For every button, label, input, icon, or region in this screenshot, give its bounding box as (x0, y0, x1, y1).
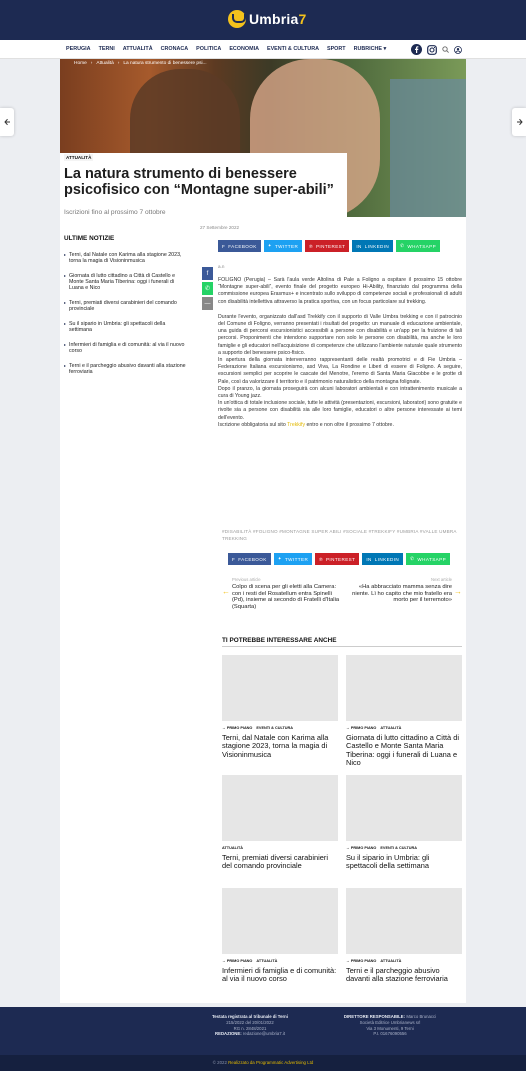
facebook-icon: f (206, 270, 209, 277)
share-facebook-button[interactable]: F FACEBOOK (228, 553, 271, 565)
facebook-icon: F (222, 243, 226, 249)
arrow-right-icon: → (454, 587, 462, 596)
floating-whatsapp-button[interactable] (202, 282, 213, 295)
floating-facebook-button[interactable] (202, 267, 213, 280)
related-thumbnail (222, 655, 338, 721)
category-tag[interactable]: ATTUALITÀ (66, 155, 92, 160)
linkedin-icon: IN (356, 243, 362, 249)
latest-news-sidebar (64, 235, 188, 384)
share-whatsapp-button[interactable]: ✆ WHATSAPP (396, 240, 440, 252)
article-paragraph: In un'ottica di totale inclusione sociale, tutte le attività (presentazioni, escursioni, laboratori) sono gratuite e rivolte sia a persone con disabilità sia alle loro famiglie, educatori o altre persone interessate ai temi dell'evento. (218, 400, 462, 421)
share-linkedin-button[interactable]: IN LINKEDIN (352, 240, 393, 252)
bullet-icon: ▸ (64, 363, 67, 368)
chevron-down-icon: ▾ (383, 46, 387, 52)
related-section-title: TI POTREBBE INTERESSARE ANCHE (222, 637, 337, 644)
logo-text: Umbria (249, 11, 299, 27)
floating-more-button[interactable] (202, 297, 213, 310)
linkedin-icon: IN (366, 556, 372, 562)
related-article[interactable]: → PRIMO PIANO ATTUALITÀ Terni e il parcheggio abusivo davanti alla stazione ferroviaria (346, 888, 462, 984)
article-paragraph: Durante l'evento, organizzato dall'asd Trekkify con il supporto di Valle Umbra trekking e con il patrocinio del Comune di Foligno, verranno presentati i risultati del progetto: un manuale di educazione ambientale, una guida di percorsi escursionistici accessibili a persone con disabilità e un'app per la fruizione di tali percorsi. Proponimenti che intendono supportare non solo le persone con disabilità, ma anche le loro famiglie e gli educatori nell'acquisizione di competenze che utilizzano l'ambiente naturale quale strumento a supporto del benessere psico-fisico. (218, 313, 462, 356)
copyright-bar: © 2022 Realizzato da Programmatic Advertising Ltd (0, 1055, 526, 1071)
sidebar-news-item[interactable]: ▸ Giornata di lutto cittadino a Città di Castello e Monte Santa Maria Tiberina: oggi i funerali di Luana e Nico (64, 273, 176, 291)
instagram-icon[interactable] (427, 45, 437, 55)
related-thumbnail (222, 888, 338, 954)
bullet-icon: ▸ (64, 342, 67, 347)
related-article[interactable]: → PRIMO PIANO EVENTI & CULTURA Su il sipario in Umbria: gli spettacoli della settimana (346, 775, 462, 871)
developer-link[interactable]: Realizzato da Programmatic Advertising Ltd (228, 1060, 314, 1065)
nav-item-perugia[interactable]: PERUGIA (66, 46, 91, 52)
post-navigation (222, 577, 462, 627)
share-pinterest-button[interactable]: ℗ PINTEREST (315, 553, 359, 565)
twitter-icon: ✦ (267, 243, 272, 248)
bullet-icon: ▸ (64, 252, 67, 257)
article-author[interactable]: a.n (218, 264, 225, 269)
divider (222, 646, 462, 647)
share-row-bottom (228, 553, 450, 565)
whatsapp-icon: ✆ (400, 243, 405, 248)
share-facebook-button[interactable]: F FACEBOOK (218, 240, 261, 252)
sidebar-news-item[interactable]: ▸ Su il sipario in Umbria: gli spettacoli della settimana (64, 321, 166, 333)
article-card (60, 59, 466, 1003)
chevron-right-icon (516, 118, 523, 126)
arrow-left-icon: ← (222, 587, 230, 596)
nav-item-sport[interactable]: SPORT (326, 46, 346, 52)
logo-mark-icon (228, 10, 246, 28)
more-icon: ― (204, 300, 211, 307)
redazione-email-link[interactable]: redazione@umbria7.it (242, 1031, 286, 1037)
bullet-icon: ▸ (64, 300, 67, 305)
user-icon[interactable] (454, 46, 462, 54)
main-nav (0, 40, 526, 59)
floating-share-bar (202, 267, 213, 310)
related-article[interactable]: → PRIMO PIANO ATTUALITÀ Giornata di lutto cittadino a Città di Castello e Monte Santa Maria Tiberina: oggi i funerali di Luana e Nico (346, 655, 462, 768)
trekkify-link[interactable]: Trekkify (287, 421, 306, 428)
bullet-icon: ▸ (64, 321, 67, 326)
related-article[interactable]: → PRIMO PIANO ATTUALITÀ Infermieri di famiglia e di comunità: al via il nuovo corso (222, 888, 338, 984)
nav-item-cronaca[interactable]: CRONACA (160, 46, 189, 52)
article-paragraph: In apertura della giornata interverranno rappresentanti delle realtà promotrici e di Fie Umbria – Federazione Italiana escursionismo, asd Viva, La Rondine e Liberi di essere di Foligno. A seguire, escursioni semplici per scoprire le cascate del Menotre, l'eremo di Santa Maria Giacobbe e le grotte di Pale, così da valorizzare il territorio e il patrimonio naturalistico della montagna folignate. (218, 357, 462, 385)
related-thumbnail (346, 655, 462, 721)
twitter-icon: ✦ (277, 556, 282, 561)
nav-item-rubriche[interactable]: RUBRICHE ▾ (353, 46, 387, 52)
sidebar-news-item[interactable]: ▸ Terni, dal Natale con Karima alla stagione 2023, torna la magia di Visioninmusica (64, 252, 182, 264)
article-subtitle: Iscrizioni fino al prossimo 7 ottobre (64, 209, 166, 216)
article-paragraph: FOLIGNO (Perugia) – Sarà l'aula verde Altolina di Pale a Foligno a ospitare il prossimo 15 ottobre “Montagne super-abili”, evento finale del progetto europeo Hi-Ability, finanziato dal programma della commissione europea Erasmus+ e incentrato sullo sviluppo di competenze sociali e professionali di adulti con disabilità intellettiva attraverso la pratica sportiva, con un focus particolare sul trekking. (218, 277, 462, 305)
share-whatsapp-button[interactable]: ✆ WHATSAPP (406, 553, 450, 565)
share-linkedin-button[interactable]: IN LINKEDIN (362, 553, 403, 565)
sidebar-news-item[interactable]: ▸ Infermieri di famiglia e di comunità: al via il nuovo corso (64, 342, 185, 354)
site-header (0, 0, 526, 40)
breadcrumb-category[interactable]: Attualità (96, 61, 114, 66)
footer-legal: Testata registrata al tribunale di Terni 215/2022 del 20/01/2022 RG n. 2848/2021 REDAZIONE: redazione@umbria7.it (211, 1014, 288, 1037)
nav-item-politica[interactable]: POLITICA (196, 46, 222, 52)
related-thumbnail (222, 775, 338, 841)
pinterest-icon: ℗ (309, 243, 313, 249)
article-body (218, 277, 462, 429)
nav-items (66, 46, 386, 52)
search-icon[interactable] (442, 46, 449, 53)
share-pinterest-button[interactable]: ℗ PINTEREST (305, 240, 349, 252)
article-paragraph-last: Iscrizione obbligatoria sul sito Trekkify entro e non oltre il prossimo 7 ottobre. (218, 421, 394, 428)
nav-item-terni[interactable]: TERNI (98, 46, 115, 52)
related-article[interactable]: → PRIMO PIANO EVENTI & CULTURA Terni, dal Natale con Karima alla stagione 2023, torna la magia di Visioninmusica (222, 655, 338, 759)
breadcrumb: Home › Attualità › La natura strumento di benessere psi... (74, 61, 207, 66)
article-paragraph: Dopo il pranzo, la giornata proseguirà con alcuni laboratori ambientali e con intrattenimento musicale a cura di Young jazz. (218, 385, 462, 400)
nav-item-attualita[interactable]: ATTUALITÀ (122, 46, 153, 52)
share-twitter-button[interactable]: ✦ TWITTER (264, 240, 302, 252)
share-row-top (218, 240, 440, 252)
chevron-left-icon (4, 118, 11, 126)
next-arrow-button[interactable] (512, 108, 526, 136)
whatsapp-icon: ✆ (204, 286, 211, 292)
breadcrumb-current: La natura strumento di benessere psi... (123, 61, 207, 66)
article-tags[interactable]: #DISABILITÀ #FOLIGNO #MONTAGNE SUPER ABILI #SOCIALE #TREKKIFY #UMBRIA #VALLE UMBRA TREKKING (222, 529, 457, 541)
related-article[interactable]: ATTUALITÀ Terni, premiati diversi carabinieri del comando provinciale (222, 775, 338, 871)
facebook-icon[interactable] (411, 44, 422, 55)
footer-publisher: DIRETTORE RESPONSABILE: Marco Brunacci Società Editrice Umbrianews srl Via 3 Monumenti, 9 Terni P.I. 01676090556 (343, 1014, 437, 1037)
nav-item-eventi-cultura[interactable]: EVENTI & CULTURA (266, 46, 319, 52)
article-date: 27 Settembre 2022 (200, 225, 240, 230)
sidebar-title: ULTIME NOTIZIE (64, 235, 115, 242)
nav-icons (411, 44, 462, 55)
facebook-icon: F (232, 556, 236, 562)
sidebar-news-item[interactable]: ▸ Terni, premiati diversi carabinieri del comando provinciale (64, 300, 177, 312)
next-article-link[interactable]: → Next article «Ha abbracciato mamma senza dire niente. Lì ho capito che mio fratello era morto per il terremoto» (352, 577, 462, 604)
previous-article-link[interactable]: ← Previous article Colpo di scena per gli eletti alla Camera: con i resti del Rosatellum entra Spinelli (Pd), insieme ai secondo di Fratelli d'Italia (Squarta) (222, 577, 340, 610)
related-thumbnail (346, 888, 462, 954)
page-title: La natura strumento di benessere psicofisico con “Montagne super-abili” (64, 166, 334, 198)
related-thumbnail (346, 775, 462, 841)
bullet-icon: ▸ (64, 273, 67, 278)
whatsapp-icon: ✆ (410, 556, 415, 561)
site-footer (0, 1007, 526, 1055)
pinterest-icon: ℗ (319, 556, 323, 562)
sidebar-news-item[interactable]: ▸ Terni e il parcheggio abusivo davanti alla stazione ferroviaria (64, 363, 186, 375)
site-logo[interactable] (228, 10, 306, 28)
nav-item-economia[interactable]: ECONOMIA (229, 46, 259, 52)
previous-arrow-button[interactable] (0, 108, 14, 136)
share-twitter-button[interactable]: ✦ TWITTER (274, 553, 312, 565)
logo-number: 7 (298, 11, 307, 27)
breadcrumb-home[interactable]: Home (74, 61, 87, 66)
